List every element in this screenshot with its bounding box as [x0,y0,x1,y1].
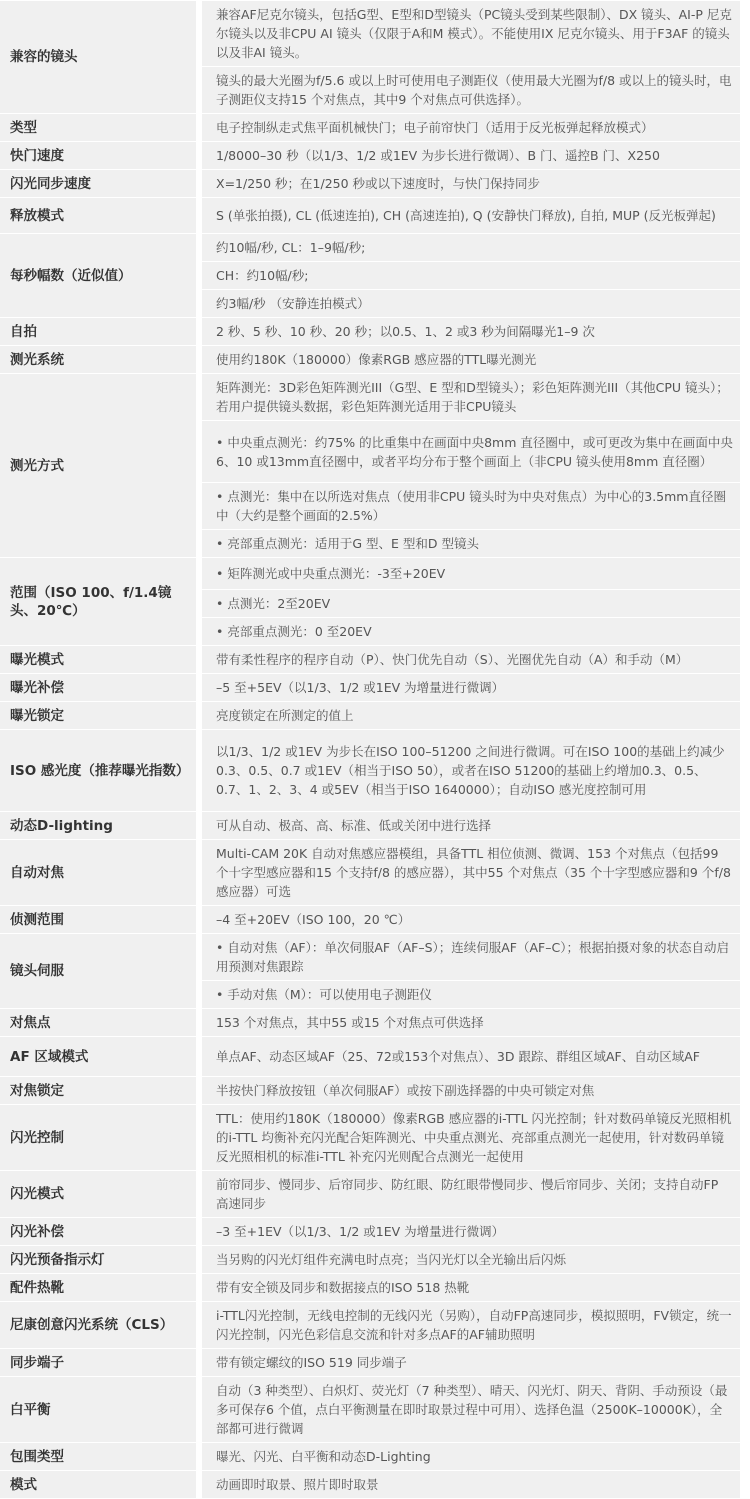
spec-value: 前帘同步、慢同步、后帘同步、防红眼、防红眼带慢同步、慢后帘同步、关闭；支持自动FP 高速同步 [202,1171,740,1218]
spec-value: 约3幅/秒 （安静连拍模式） [202,290,740,318]
spec-row [0,812,740,840]
spec-row [0,1171,740,1218]
spec-value: • 自动对焦（AF）：单次伺服AF（AF–S）；连续伺服AF（AF–C）；根据拍摄对象的状态自动启用预测对焦跟踪 [202,934,740,981]
spec-value: –3 至+1EV（以1/3、1/2 或1EV 为增量进行微调） [202,1218,740,1246]
spec-label: 镜头伺服 [0,934,196,1009]
spec-value: 动画即时取景、照片即时取景 [202,1471,740,1499]
spec-label: 每秒幅数（近似值） [0,234,196,318]
spec-row [0,730,740,812]
spec-value: X=1/250 秒；在1/250 秒或以下速度时，与快门保持同步 [202,170,740,198]
spec-row [0,198,740,234]
spec-value: 兼容AF尼克尔镜头，包括G型、E型和D型镜头（PC镜头受到某些限制）、DX 镜头、AI-P 尼克尔镜头以及非CPU AI 镜头（仅限于A和M 模式）。不能使用IX 尼克尔镜头、用于F3AF 的镜头以及非AI 镜头。 [202,1,740,67]
spec-label: 模式 [0,1471,196,1499]
spec-label: 包围类型 [0,1443,196,1471]
spec-value: 曝光、闪光、白平衡和动态D-Lighting [202,1443,740,1471]
spec-row [0,114,740,142]
spec-value: 以1/3、1/2 或1EV 为步长在ISO 100–51200 之间进行微调。可在ISO 100的基础上约减少0.3、0.5、0.7 或1EV（相当于ISO 50），或者在ISO 51200的基础上约增加0.3、0.5、0.7、1、2、3、4 或5EV（相当于ISO 1640000）；自动ISO 感光度控制可用 [202,730,740,812]
spec-value: Multi-CAM 20K 自动对焦感应器模组，具备TTL 相位侦测、微调、153 个对焦点（包括99 个十字型感应器和15 个支持f/8 的感应器），其中55 个对焦点（35 个十字型感应器和9 个f/8 感应器）可选 [202,840,740,906]
spec-row [0,934,740,981]
spec-row [0,1471,740,1499]
spec-value: i-TTL闪光控制，无线电控制的无线闪光（另购），自动FP高速同步，模拟照明，FV锁定，统一闪光控制，闪光色彩信息交流和针对多点AF的AF辅助照明 [202,1302,740,1349]
spec-label: 尼康创意闪光系统（CLS） [0,1302,196,1349]
spec-label: 范围（ISO 100、f/1.4镜头、20℃） [0,558,196,646]
spec-value: • 矩阵测光或中央重点测光：-3至+20EV [202,558,740,590]
spec-row [0,1377,740,1443]
spec-row [0,1443,740,1471]
spec-value: 当另购的闪光灯组件充满电时点亮；当闪光灯以全光输出后闪烁 [202,1246,740,1274]
spec-row [0,702,740,730]
spec-label: AF 区域模式 [0,1037,196,1077]
spec-value: • 亮部重点测光：适用于G 型、E 型和D 型镜头 [202,530,740,558]
spec-row [0,558,740,590]
spec-label: 闪光预备指示灯 [0,1246,196,1274]
spec-row [0,142,740,170]
spec-table-body [0,1,740,1499]
spec-value: 亮度锁定在所测定的值上 [202,702,740,730]
spec-label: 自动对焦 [0,840,196,906]
spec-value: 1/8000–30 秒（以1/3、1/2 或1EV 为步长进行微调）、B 门、遥控B 门、X250 [202,142,740,170]
spec-value: 约10幅/秒, CL：1–9幅/秒; [202,234,740,262]
spec-value: 镜头的最大光圈为f/5.6 或以上时可使用电子测距仪（使用最大光圈为f/8 或以上的镜头时，电子测距仪支持15 个对焦点，其中9 个对焦点可供选择）。 [202,67,740,114]
spec-row [0,1218,740,1246]
spec-row [0,906,740,934]
spec-row [0,1009,740,1037]
spec-row [0,1077,740,1105]
spec-label: 快门速度 [0,142,196,170]
spec-label: 同步端子 [0,1349,196,1377]
spec-row [0,840,740,906]
spec-label: 白平衡 [0,1377,196,1443]
spec-row [0,1274,740,1302]
spec-value: • 中央重点测光：约75% 的比重集中在画面中央8mm 直径圈中，或可更改为集中在画面中央6、10 或13mm直径圈中，或者平均分布于整个画面上（非CPU 镜头使用8mm 直径圈） [202,421,740,483]
spec-label: 对焦锁定 [0,1077,196,1105]
spec-label: 侦测范围 [0,906,196,934]
spec-row [0,1349,740,1377]
spec-row [0,1302,740,1349]
spec-value: 电子控制纵走式焦平面机械快门；电子前帘快门（适用于反光板弹起释放模式） [202,114,740,142]
spec-value: –5 至+5EV（以1/3、1/2 或1EV 为增量进行微调） [202,674,740,702]
spec-label: 测光方式 [0,374,196,558]
spec-label: 自拍 [0,318,196,346]
spec-row [0,1037,740,1077]
spec-label: 配件热靴 [0,1274,196,1302]
spec-label: 闪光模式 [0,1171,196,1218]
spec-value: • 手动对焦（M）：可以使用电子测距仪 [202,981,740,1009]
spec-value: 带有柔性程序的程序自动（P）、快门优先自动（S）、光圈优先自动（A）和手动（M） [202,646,740,674]
spec-row [0,318,740,346]
spec-label: 兼容的镜头 [0,1,196,114]
spec-value: 带有安全锁及同步和数据接点的ISO 518 热靴 [202,1274,740,1302]
spec-label: 曝光锁定 [0,702,196,730]
spec-row [0,346,740,374]
spec-value: 自动（3 种类型）、白炽灯、荧光灯（7 种类型）、晴天、闪光灯、阴天、背阴、手动预设（最多可保存6 个值，点白平衡测量在即时取景过程中可用）、选择色温（2500K–10000K），全部都可进行微调 [202,1377,740,1443]
spec-label: 类型 [0,114,196,142]
spec-label: 闪光控制 [0,1105,196,1171]
spec-value: 可从自动、极高、高、标准、低或关闭中进行选择 [202,812,740,840]
spec-label: 闪光补偿 [0,1218,196,1246]
spec-label: 动态D-lighting [0,812,196,840]
spec-label: 曝光补偿 [0,674,196,702]
spec-row [0,1246,740,1274]
spec-value: 半按快门释放按钮（单次伺服AF）或按下副选择器的中央可锁定对焦 [202,1077,740,1105]
spec-value: –4 至+20EV（ISO 100，20 ℃） [202,906,740,934]
spec-value: • 点测光：集中在以所选对焦点（使用非CPU 镜头时为中央对焦点）为中心的3.5mm直径圈中（大约是整个画面的2.5%） [202,483,740,530]
spec-value: S (单张拍摄), CL (低速连拍), CH (高速连拍), Q (安静快门释放), 自拍, MUP (反光板弹起) [202,198,740,234]
spec-label: ISO 感光度（推荐曝光指数） [0,730,196,812]
spec-value: 使用约180K（180000）像素RGB 感应器的TTL曝光测光 [202,346,740,374]
spec-value: 153 个对焦点，其中55 或15 个对焦点可供选择 [202,1009,740,1037]
spec-row [0,1,740,67]
spec-value: 2 秒、5 秒、10 秒、20 秒；以0.5、1、2 或3 秒为间隔曝光1–9 次 [202,318,740,346]
spec-row [0,674,740,702]
spec-label: 测光系统 [0,346,196,374]
spec-row [0,646,740,674]
spec-row [0,234,740,262]
spec-value: TTL：使用约180K（180000）像素RGB 感应器的i-TTL 闪光控制；针对数码单镜反光照相机的i-TTL 均衡补充闪光配合矩阵测光、中央重点测光、亮部重点测光一起使用，针对数码单镜反光照相机的标准i-TTL 补充闪光则配合点测光一起使用 [202,1105,740,1171]
spec-value: • 亮部重点测光：0 至20EV [202,618,740,646]
spec-value: 带有锁定螺纹的ISO 519 同步端子 [202,1349,740,1377]
spec-value: CH：约10幅/秒; [202,262,740,290]
spec-row [0,374,740,421]
spec-value: • 点测光：2至20EV [202,590,740,618]
spec-label: 曝光模式 [0,646,196,674]
spec-row [0,170,740,198]
spec-label: 闪光同步速度 [0,170,196,198]
spec-row [0,1105,740,1171]
spec-value: 单点AF、动态区域AF（25、72或153个对焦点）、3D 跟踪、群组区域AF、自动区域AF [202,1037,740,1077]
spec-value: 矩阵测光：3D彩色矩阵测光III（G型、E 型和D型镜头）；彩色矩阵测光III（其他CPU 镜头）；若用户提供镜头数据，彩色矩阵测光适用于非CPU镜头 [202,374,740,421]
spec-label: 释放模式 [0,198,196,234]
spec-label: 对焦点 [0,1009,196,1037]
